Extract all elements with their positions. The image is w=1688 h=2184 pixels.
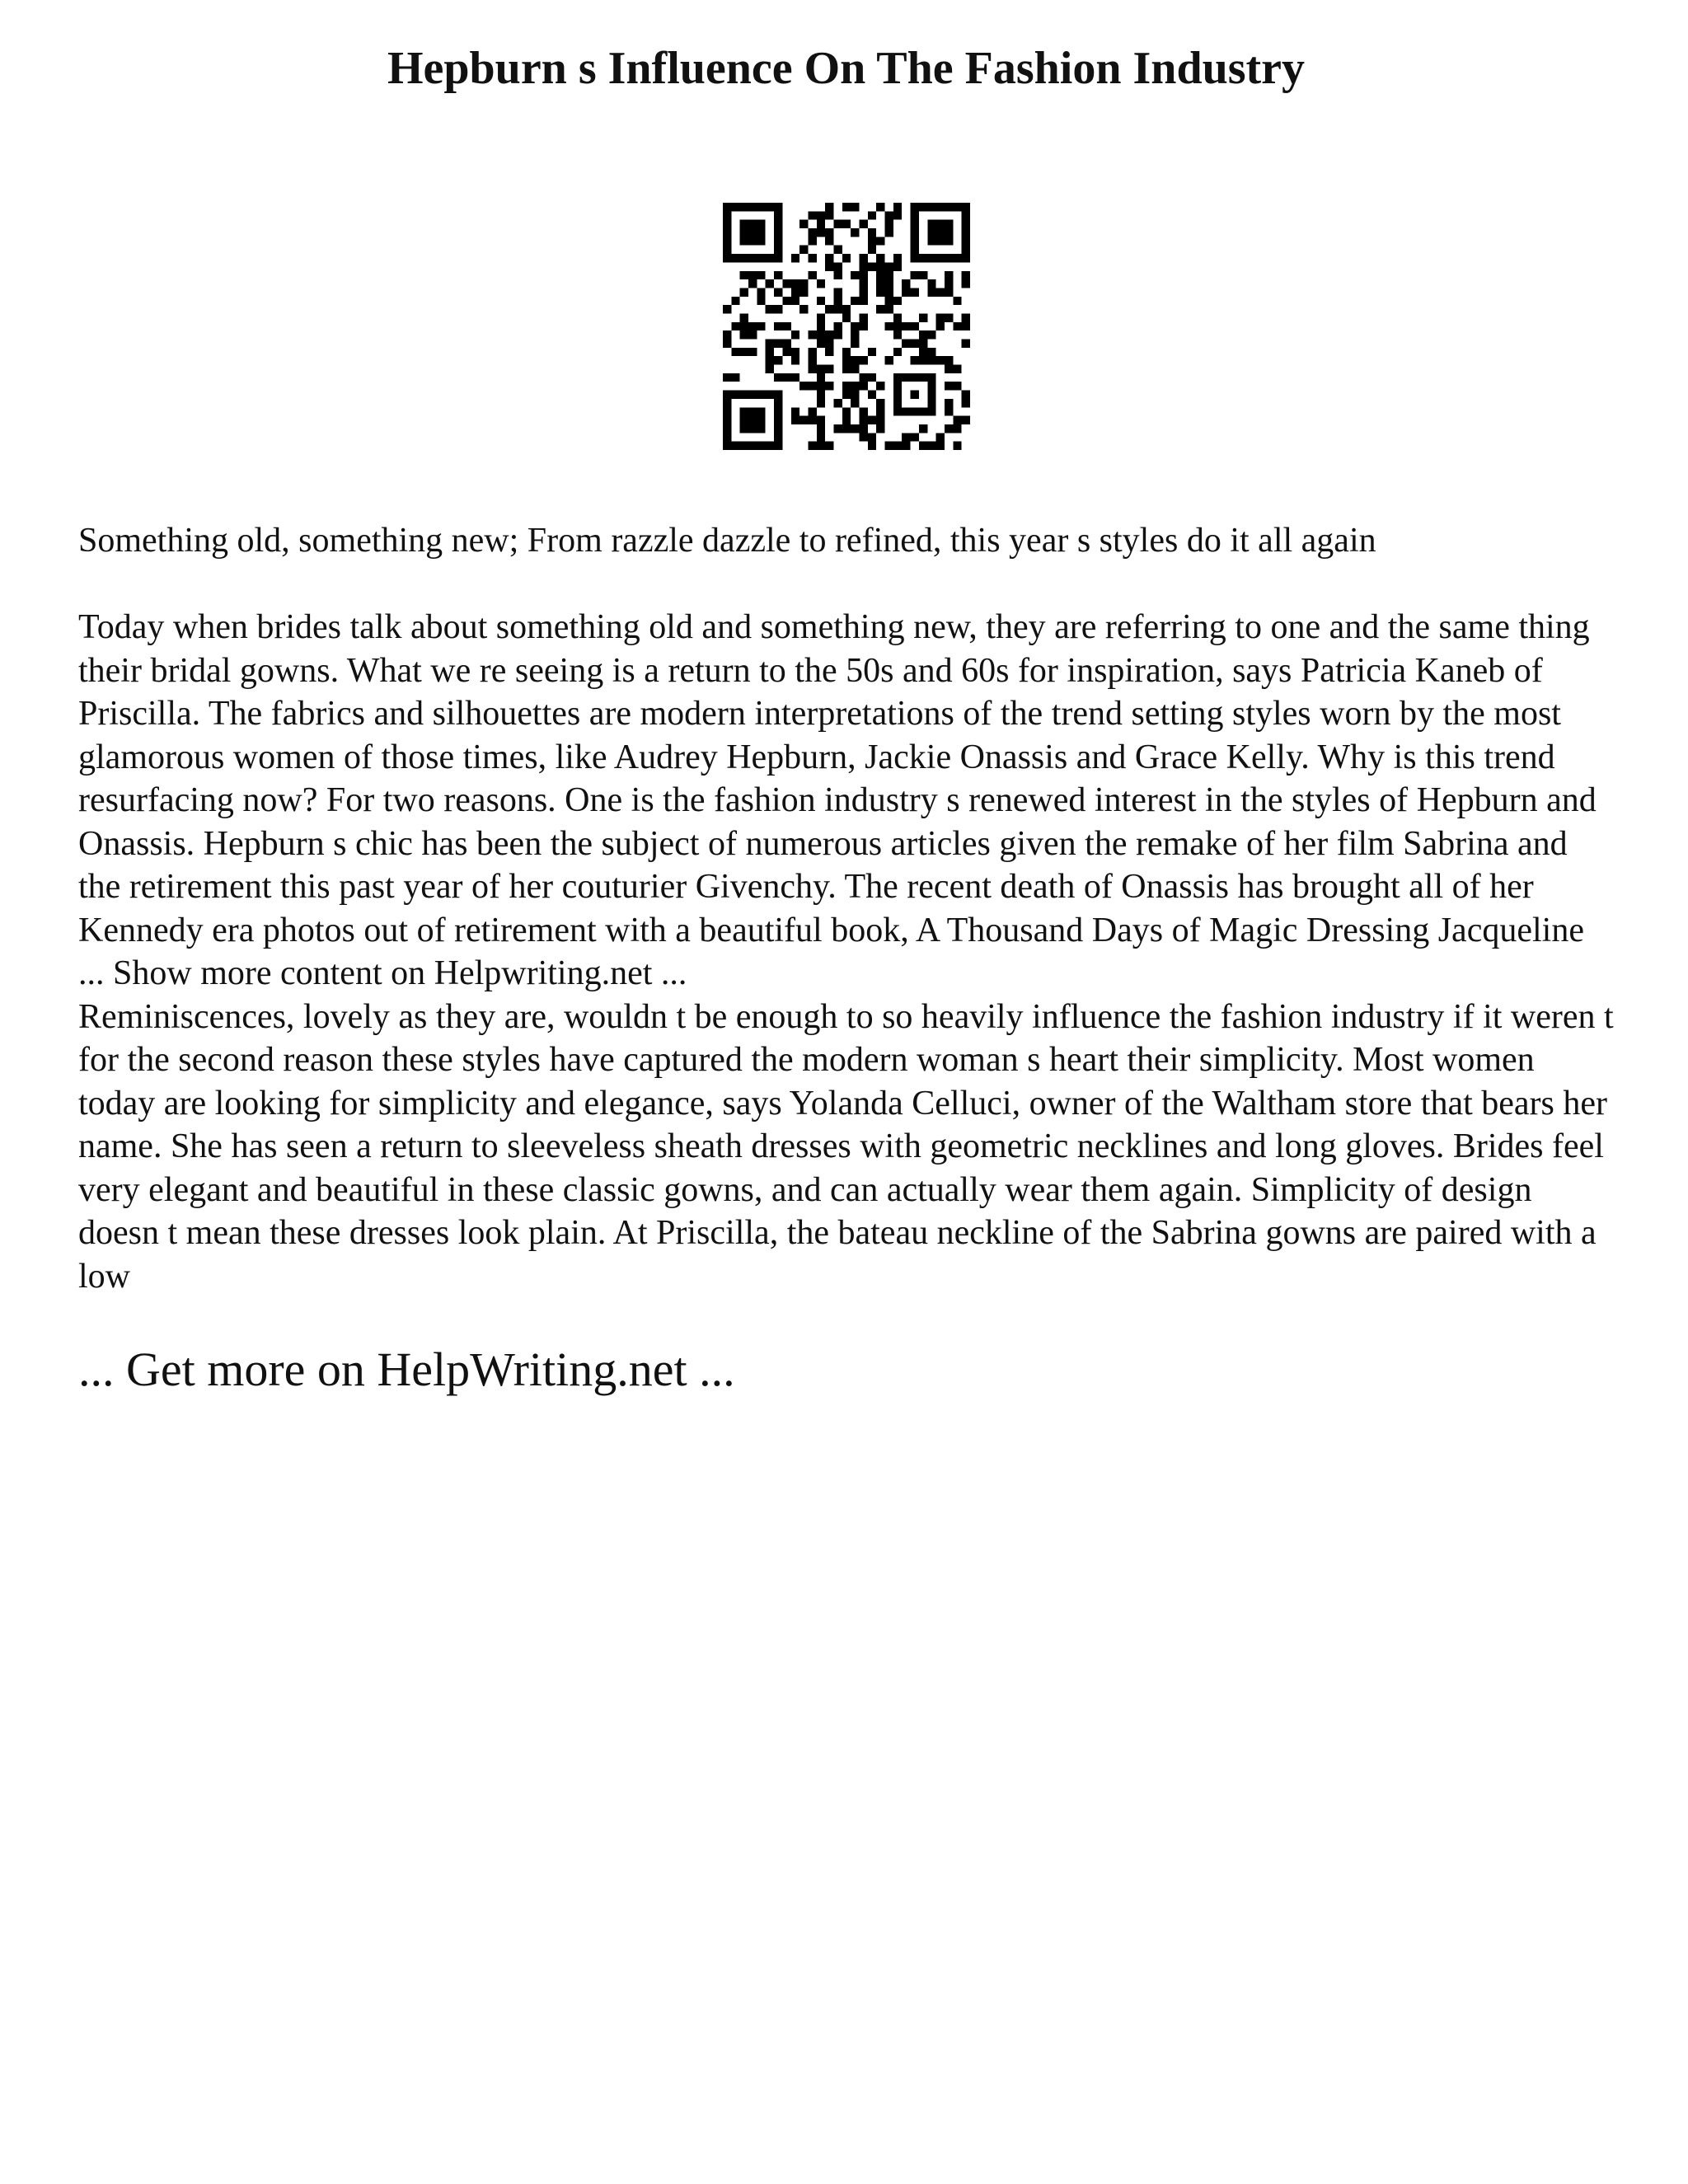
qr-code-container (78, 203, 1614, 450)
body-paragraph: Reminiscences, lovely as they are, wouldn t be enough to so heavily influence the fashion industry if it weren t for the second reason these styles have captured the modern woman s heart their simplicity. Most women today are looking for simplicity and elegance, says Yolanda Celluci, owner of the Waltham store that bears her name. She has seen a return to sleeveless sheath dresses with geometric necklines and long gloves. Brides feel very elegant and beautiful in these classic gowns, and can actually wear them again. Simplicity of design doesn t mean these dresses look plain. At Priscilla, the bateau neckline of the Sabrina gowns are paired with a low (78, 997, 1614, 1296)
document-subtitle: Something old, something new; From razzle dazzle to refined, this year s styles do it all again (78, 522, 1376, 560)
document-body (78, 606, 1614, 1298)
qr-code-icon (723, 203, 970, 450)
page-title: Hepburn s Influence On The Fashion Industry (387, 43, 1306, 94)
get-more-link[interactable]: ... Get more on HelpWriting.net ... (78, 1343, 735, 1396)
body-paragraph: Today when brides talk about something old and something new, they are referring to one and the same thing their bridal gowns. What we re seeing is a return to the 50s and 60s for inspiration, says Patricia Kaneb of Priscilla. The fabrics and silhouettes are modern interpretations of the trend setting styles worn by the most glamorous women of those times, like Audrey Hepburn, Jackie Onassis and Grace Kelly. Why is this trend resurfacing now? For two reasons. One is the fashion industry s renewed interest in the styles of Hepburn and Onassis. Hepburn s chic has been the subject of numerous articles given the remake of her film Sabrina and the retirement this past year of her couturier Givenchy. The recent death of Onassis has brought all of her Kennedy era photos out of retirement with a beautiful book, A Thousand Days of Magic Dressing Jacqueline ... Show more content on Helpwriting.net ... (78, 608, 1597, 992)
